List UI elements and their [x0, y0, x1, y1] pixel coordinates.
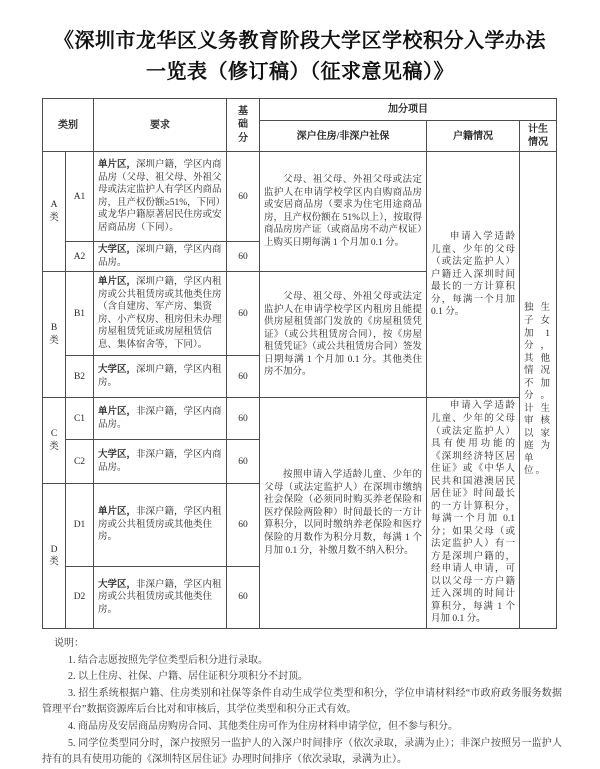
cell-family-planning: 独生子女加1分，其他情况不加分。计生审核以家庭为单位。 [520, 152, 557, 629]
header-col-family: 计生情况 [520, 121, 557, 152]
row-code-c1: C1 [66, 398, 94, 440]
category-b-label: B类 [43, 272, 66, 398]
note-item-5: 5. 同学位类型同分时，深户按照另一监护人的入深户时间排序（依次录取，录满为止）；非深户按照另一监护人持有的具有使用功能的《深圳特区居住证》办理时间排序（依次录取，录满为止）。 [42, 737, 562, 766]
admission-score-table [42, 98, 557, 629]
page-title: 《深圳市龙华区义务教育阶段大学区学校积分入学办法一览表（修订稿）（征求意见稿）》 [54, 30, 546, 83]
table-row-a1 [43, 152, 557, 242]
req-rest-c2: 非深户籍，学区内商品房。 [98, 450, 222, 473]
req-lead-d1: 单片区， [98, 507, 137, 518]
cell-a2-base-score: 60 [227, 242, 260, 272]
row-code-d2: D2 [66, 567, 94, 629]
cell-a1-base-score: 60 [227, 152, 260, 242]
cell-d2-requirement [94, 567, 227, 629]
header-category: 类别 [43, 99, 94, 152]
header-col-housing: 深户住房/非深户社保 [260, 121, 427, 152]
req-rest-a1: 深圳户籍，学区内商品房（父母、祖父母、外祖父母或法定监护人有学区内商品房，且产权份额≥51%，下同）或龙华户籍原著居民住房或安居商品房（下同）。 [98, 160, 222, 233]
req-rest-c1: 非深户籍，学区内商品房。 [98, 407, 222, 430]
note-item-3: 3. 招生系统根据户籍、住房类别和社保等条件自动生成学位类型和积分，学位申请材料经“市政府政务服务数据管理平台”数据资源库后台比对和审核后，其学位类型和积分正式有效。 [42, 687, 562, 716]
cell-cd-hukou: 申请入学适龄儿童、少年的父母（或法定监护人）具有使用功能的《深圳经济特区居住证》或《中华人民共和国港澳居民居住证》时间最长的一方计算积分，每满一个月加 0.1 分；如果父母（或法定监护人）有一方是深圳户籍的，经申请人申请，可以以父母一方户籍迁入深圳的时间计算积分，每满 1 个月加 0.1 分。 [427, 398, 520, 629]
header-requirement: 要求 [94, 99, 227, 152]
cell-c2-base-score: 60 [227, 440, 260, 484]
notes-label: 说明： [54, 638, 84, 649]
document-page [0, 26, 600, 766]
note-item-1: 1. 结合志愿按照先学位类型后积分进行录取。 [68, 654, 268, 666]
cell-b2-base-score: 60 [227, 356, 260, 398]
cell-d1-base-score: 60 [227, 484, 260, 567]
row-code-b2: B2 [66, 356, 94, 398]
row-code-a2: A2 [66, 242, 94, 272]
req-rest-d2: 非深户籍，学区内租房或公共租赁房或其他类住房。 [98, 579, 222, 615]
cell-cd-bonus-social-insurance: 按照申请入学适龄儿童、少年的父母（或法定监护人）在深圳市缴纳社会保险（必须同时购买养老保险和医疗保险两险种）时间最长的一方计算积分，以同时缴纳养老保险和医疗保险的月数作为积分月数，每满 1 个月加 0.1 分，补缴月数不纳入积分。 [260, 398, 427, 629]
req-rest-d1: 非深户籍，学区内租房或公共租赁房或其他类住房。 [98, 507, 222, 543]
cell-b-bonus-housing: 父母、祖父母、外祖父母或法定监护人在申请学校学区内租房且能提供房屋租赁部门发放的《房屋租赁凭证》（或公共租赁房合同），按《房屋租赁凭证》（或公共租赁房合同）签发日期每满 1 个月加 0.1 分。其他类住房不加分。 [260, 272, 427, 398]
note-item-4: 4. 商品房及安居商品房购房合同、其他类住房可作为住房材料申请学位，但不参与积分。 [68, 720, 458, 732]
req-lead-b1: 单片区， [98, 277, 137, 288]
cell-b2-requirement [94, 356, 227, 398]
header-col-hukou: 户籍情况 [427, 121, 520, 152]
cell-b1-requirement [94, 272, 227, 356]
cell-d1-requirement [94, 484, 227, 567]
category-a-label: A类 [43, 152, 66, 272]
req-lead-a2: 大学区， [98, 245, 137, 256]
req-lead-d2: 大学区， [98, 579, 137, 590]
row-code-a1: A1 [66, 152, 94, 242]
cell-c2-requirement [94, 440, 227, 484]
note-item-2: 2. 以上住房、社保、户籍、居住证积分项积分不封顶。 [68, 671, 308, 683]
cell-c1-base-score: 60 [227, 398, 260, 440]
req-lead-c2: 大学区， [98, 450, 137, 461]
row-code-b1: B1 [66, 272, 94, 356]
cell-b1-base-score: 60 [227, 272, 260, 356]
req-rest-a2: 深圳户籍，学区内商品房。 [98, 245, 222, 268]
cell-d2-base-score: 60 [227, 567, 260, 629]
row-code-d1: D1 [66, 484, 94, 567]
req-lead-a1: 单片区， [98, 160, 137, 171]
notes-section [42, 636, 562, 769]
header-base-score: 基础分 [227, 99, 260, 152]
cell-a1-requirement [94, 152, 227, 242]
category-c-label: C类 [43, 398, 66, 484]
req-rest-b1: 深圳户籍，学区内租房或公共租赁房或其他类住房（含自建房、军产房、集资房、小产权房、租房但未办理房屋租赁凭证或房屋租赁信息、集体宿舍等，下同）。 [98, 277, 222, 350]
req-lead-c1: 单片区， [98, 407, 137, 418]
cell-a-bonus-housing: 父母、祖父母、外祖父母或法定监护人在申请学校学区内自购商品房或安居商品房（要求为住宅用途商品房，且产权份额在 51%以上），按取得商品房房产证（或商品房不动产权证）上购买日期每满 1 个月加 0.1 分。 [260, 152, 427, 272]
cell-ab-hukou: 申请入学适龄儿童、少年的父母（或法定监护人）户籍迁入深圳时间最长的一方计算积分，每满一个月加 0.1 分。 [427, 152, 520, 398]
cell-c1-requirement [94, 398, 227, 440]
req-rest-b2: 深圳户籍，学区内租房。 [98, 365, 222, 388]
row-code-c2: C2 [66, 440, 94, 484]
cell-a2-requirement [94, 242, 227, 272]
table-row-c1 [43, 398, 557, 440]
header-bonus-group: 加分项目 [260, 99, 557, 121]
req-lead-b2: 大学区， [98, 365, 137, 376]
header-row-1 [43, 99, 557, 121]
category-d-label: D类 [43, 484, 66, 629]
